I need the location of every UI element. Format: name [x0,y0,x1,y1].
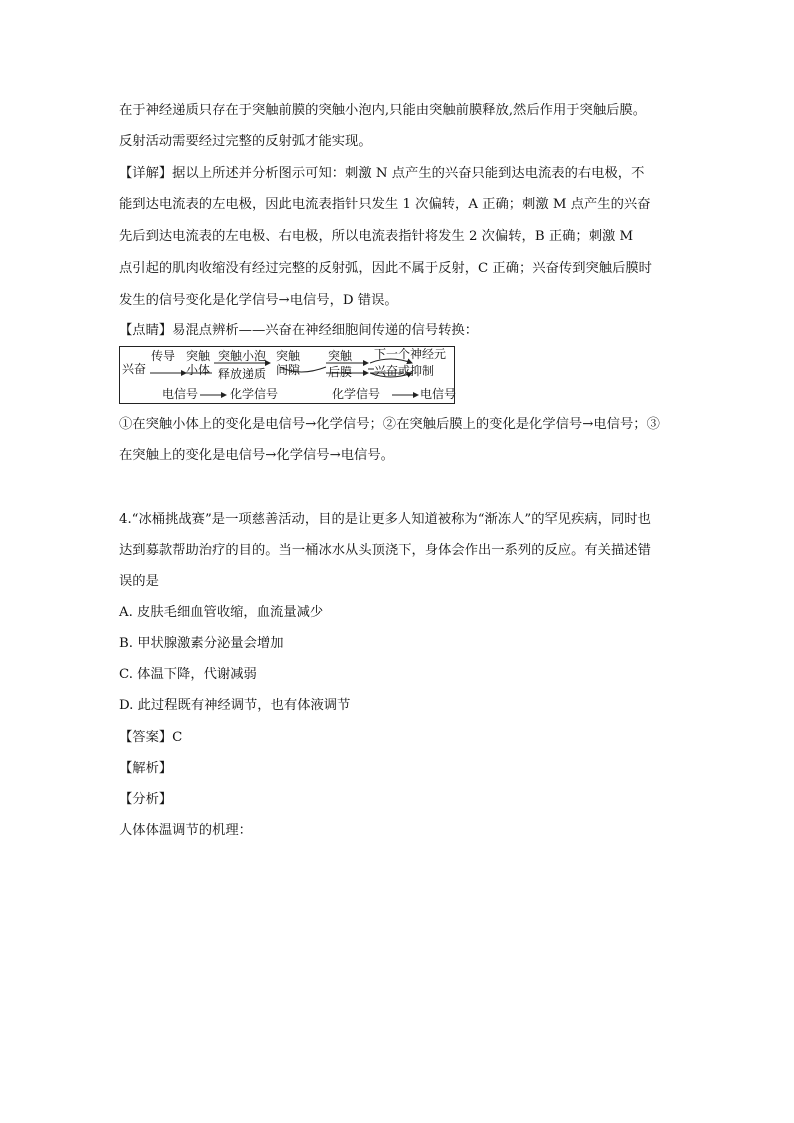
label-xingfen-yizhi: 兴奋或抑制 [374,364,435,378]
label-houmo-1: 突触 [328,349,353,363]
option-c: C. 体温下降，代谢减弱 [119,667,257,682]
text-line: 点引起的肌肉收缩没有经过完整的反射弧，因此不属于反射，C 正确；兴奋传到突触后膜时 [119,261,652,276]
question-stem-line: 达到募款帮助治疗的目的。当一桶冰水从头顶浇下，身体会作出一系列的反应。有关描述错 [119,543,651,558]
fenxi-heading: 【分析】 [119,792,173,807]
label-huaxue-2: 化学信号 [332,387,381,401]
label-xiayige-shenjingyuan: 下一个神经元 [374,347,447,361]
label-xingfen: 兴奋 [122,362,147,376]
text-line: 在突触上的变化是电信号→化学信号→电信号。 [119,448,394,463]
question-stem-line: 4.“冰桶挑战赛”是一项慈善活动，目的是让更多人知道被称为“渐冻人”的罕见疾病，同时也 [119,512,651,527]
text-line: 在于神经递质只存在于突触前膜的突触小泡内,只能由突触前膜释放,然后作用于突触后膜。 [119,103,647,118]
text-line: 发生的信号变化是化学信号→电信号，D 错误。 [119,293,398,308]
label-huaxue-1: 化学信号 [230,387,279,401]
label-jianxi-1: 突触 [276,349,301,363]
text-line: 先后到达电流表的左电极、右电极，所以电流表指针将发生 2 次偏转，B 正确；刺激 M [119,229,634,244]
label-shifang-dizhi: 释放递质 [218,367,267,381]
option-d: D. 此过程既有神经调节，也有体液调节 [119,698,351,713]
label-dianxinhao-1: 电信号 [162,387,199,401]
text-line: 反射活动需要经过完整的反射弧才能实现。 [119,134,372,149]
label-dianxinhao-2: 电信号 [420,387,457,401]
option-a: A. 皮肤毛细血管收缩，血流量减少 [119,605,324,620]
jiexi-heading: 【解析】 [119,761,173,776]
text-line: ①在突触小体上的变化是电信号→化学信号；②在突触后膜上的变化是化学信号→电信号；③ [119,417,660,432]
question-stem-line: 误的是 [119,574,159,589]
label-tuchu-xiaoti-2: 小体 [186,363,211,377]
label-tuchu-xiaopao: 突触小泡 [218,349,267,363]
text-line: 【详解】据以上所述并分析图示可知：刺激 N 点产生的兴奋只能到达电流表的右电极，不 [119,166,645,181]
label-jianxi-2: 间隙 [276,363,301,377]
label-tuchu-xiaoti-1: 突触 [186,349,211,363]
text-line: 【点睛】易混点辨析——兴奋在神经细胞间传递的信号转换： [119,323,479,338]
text-line: 能到达电流表的左电极，因此电流表指针只发生 1 次偏转，A 正确；刺激 M 点产生的兴奋 [119,197,651,212]
text-line: 人体体温调节的机理： [119,823,252,838]
label-chuandao: 传导 [151,349,176,363]
label-houmo-2: 后膜 [328,365,353,379]
answer-label: 【答案】C [119,730,183,745]
signal-conversion-diagram [119,346,455,404]
option-b: B. 甲状腺激素分泌量会增加 [119,636,284,651]
